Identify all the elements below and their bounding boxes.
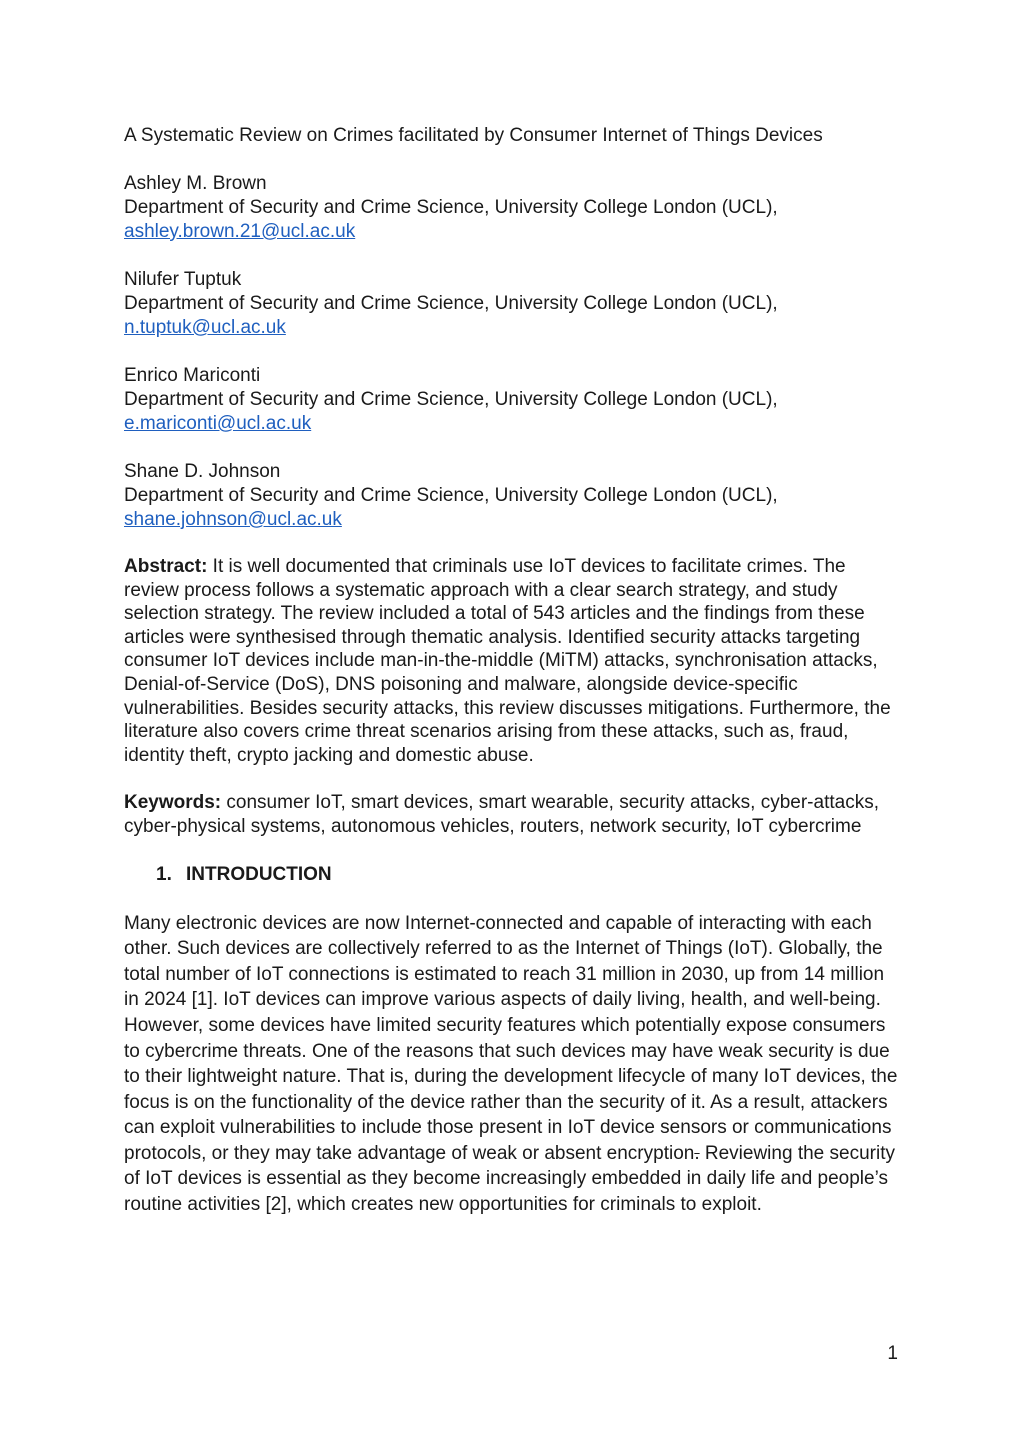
author-affiliation: Department of Security and Crime Science, University College London (UCL), (124, 485, 778, 506)
author-3 (124, 364, 904, 436)
paper-page (124, 124, 904, 1218)
keywords (124, 791, 904, 838)
author-email-link[interactable]: n.tuptuk@ucl.ac.uk (124, 317, 286, 338)
author-name: Enrico Mariconti (124, 365, 261, 386)
section-title: INTRODUCTION (186, 863, 332, 885)
author-email-link[interactable]: ashley.brown.21@ucl.ac.uk (124, 221, 356, 242)
author-affiliation: Department of Security and Crime Science, University College London (UCL), (124, 389, 778, 410)
intro-text-part1: Many electronic devices are now Internet-connected and capable of interacting with each other. Such devices are collectively referred to as the Internet of Things (IoT). Globally, the total number of IoT connections is estimated to reach 31 million in 2030, up from 14 million in 2024 [1]. IoT devices can improve various aspects of daily living, health, and well-being. However, some devices have limited security features which potentially expose consumers to cybercrime threats. One of the reasons that such devices may have weak security is due to their lightweight nature. That is, during the development lifecycle of many IoT devices, the focus is on the functionality of the device rather than the security of it. As a result, attackers can exploit vulnerabilities to include those present in IoT device sensors or communications protocols, or they may take advantage of weak or absent encryption (124, 912, 898, 1164)
author-affiliation: Department of Security and Crime Science, University College London (UCL), (124, 293, 778, 314)
keywords-text: consumer IoT, smart devices, smart wearable, security attacks, cyber-attacks, cyber-physical systems, autonomous vehicles, routers, network security, IoT cybercrime (124, 792, 879, 837)
author-affiliation: Department of Security and Crime Science, University College London (UCL), (124, 197, 778, 218)
author-email-link[interactable]: e.mariconti@ucl.ac.uk (124, 413, 312, 434)
abstract-label: Abstract: (124, 556, 208, 577)
keywords-label: Keywords: (124, 792, 222, 814)
intro-text-part2: Reviewing the security of IoT devices is essential as they become increasingly embedded in daily life and people’s routine activities [2], which creates new opportunities for criminals to exploit. (124, 1142, 895, 1216)
section-heading (124, 863, 904, 887)
abstract (124, 555, 904, 767)
author-name: Nilufer Tuptuk (124, 269, 242, 290)
author-2 (124, 268, 904, 340)
introduction-paragraph (124, 911, 904, 1218)
author-email-link[interactable]: shane.johnson@ucl.ac.uk (124, 509, 342, 530)
section-number: 1. (156, 863, 172, 885)
author-4 (124, 460, 904, 532)
author-1 (124, 172, 904, 244)
author-name: Ashley M. Brown (124, 173, 267, 194)
author-name: Shane D. Johnson (124, 461, 281, 482)
page-number: 1 (887, 1343, 898, 1364)
abstract-text: It is well documented that criminals use IoT devices to facilitate crimes. The review process follows a systematic approach with a clear search strategy, and study selection strategy. The review included a total of 543 articles and the findings from these articles were synthesised through thematic analysis. Identified security attacks targeting consumer IoT devices include man-in-the-middle (MiTM) attacks, synchronisation attacks, Denial-of-Service (DoS), DNS poisoning and malware, alongside device-specific vulnerabilities. Besides security attacks, this review discusses mitigations. Furthermore, the literature also covers crime threat scenarios arising from these attacks, such as, fraud, identity theft, crypto jacking and domestic abuse. (124, 556, 891, 766)
struck-period: . (694, 1142, 700, 1164)
paper-title: A Systematic Review on Crimes facilitated by Consumer Internet of Things Devices (124, 125, 823, 146)
